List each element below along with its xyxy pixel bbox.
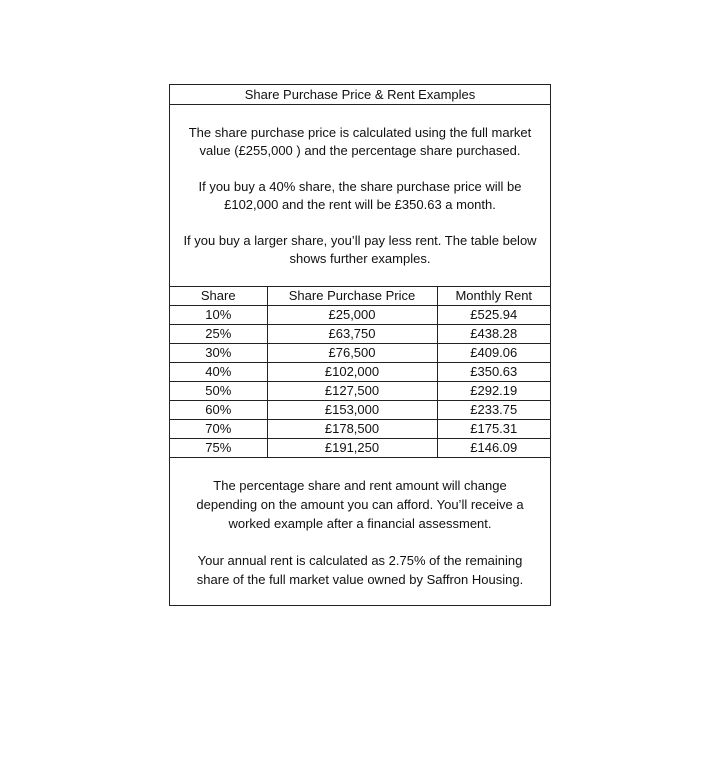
monthly-rent-cell: £175.31: [437, 420, 550, 439]
document-title: Share Purchase Price & Rent Examples: [170, 85, 550, 105]
purchase-price-cell: £127,500: [267, 382, 437, 401]
monthly-rent-cell: £525.94: [437, 306, 550, 325]
intro-paragraph: If you buy a 40% share, the share purchase price will be £102,000 and the rent will be £350.63 a month.: [198, 179, 522, 212]
table-row: [170, 325, 550, 344]
monthly-rent-cell: £233.75: [437, 401, 550, 420]
intro-paragraph: If you buy a larger share, you’ll pay less rent. The table below shows further examples.: [183, 233, 537, 266]
purchase-price-cell: £102,000: [267, 363, 437, 382]
share-cell: 50%: [170, 382, 267, 401]
table-row: [170, 420, 550, 439]
intro-paragraph: The share purchase price is calculated using the full market value (£255,000 ) and the percentage share purchased.: [188, 125, 532, 158]
monthly-rent-cell: £350.63: [437, 363, 550, 382]
monthly-rent-cell: £438.28: [437, 325, 550, 344]
monthly-rent-cell: £292.19: [437, 382, 550, 401]
table-row: [170, 363, 550, 382]
purchase-price-cell: £178,500: [267, 420, 437, 439]
purchase-price-cell: £63,750: [267, 325, 437, 344]
monthly-rent-cell: £146.09: [437, 439, 550, 458]
share-cell: 40%: [170, 363, 267, 382]
table-header-row: [170, 287, 550, 306]
share-cell: 60%: [170, 401, 267, 420]
share-cell: 70%: [170, 420, 267, 439]
purchase-price-cell: £191,250: [267, 439, 437, 458]
outro-paragraph: The percentage share and rent amount will change depending on the amount you can afford. You’ll receive a worked example after a financial assessment.: [196, 478, 524, 531]
table-row: [170, 344, 550, 363]
table-row: [170, 401, 550, 420]
monthly-rent-cell: £409.06: [437, 344, 550, 363]
column-header-monthly-rent: Monthly Rent: [437, 287, 550, 306]
table-row: [170, 306, 550, 325]
column-header-share: Share: [170, 287, 267, 306]
table-row: [170, 382, 550, 401]
purchase-price-cell: £153,000: [267, 401, 437, 420]
outro-paragraph: Your annual rent is calculated as 2.75% of the remaining share of the full market value owned by Saffron Housing.: [196, 553, 524, 587]
share-cell: 30%: [170, 344, 267, 363]
column-header-purchase-price: Share Purchase Price: [267, 287, 437, 306]
purchase-price-cell: £76,500: [267, 344, 437, 363]
outro-section: [170, 458, 550, 589]
share-cell: 75%: [170, 439, 267, 458]
share-cell: 10%: [170, 306, 267, 325]
purchase-price-cell: £25,000: [267, 306, 437, 325]
intro-section: [170, 105, 550, 287]
rent-examples-document: [169, 84, 551, 606]
share-cell: 25%: [170, 325, 267, 344]
rent-examples-table: [170, 287, 550, 458]
table-row: [170, 439, 550, 458]
